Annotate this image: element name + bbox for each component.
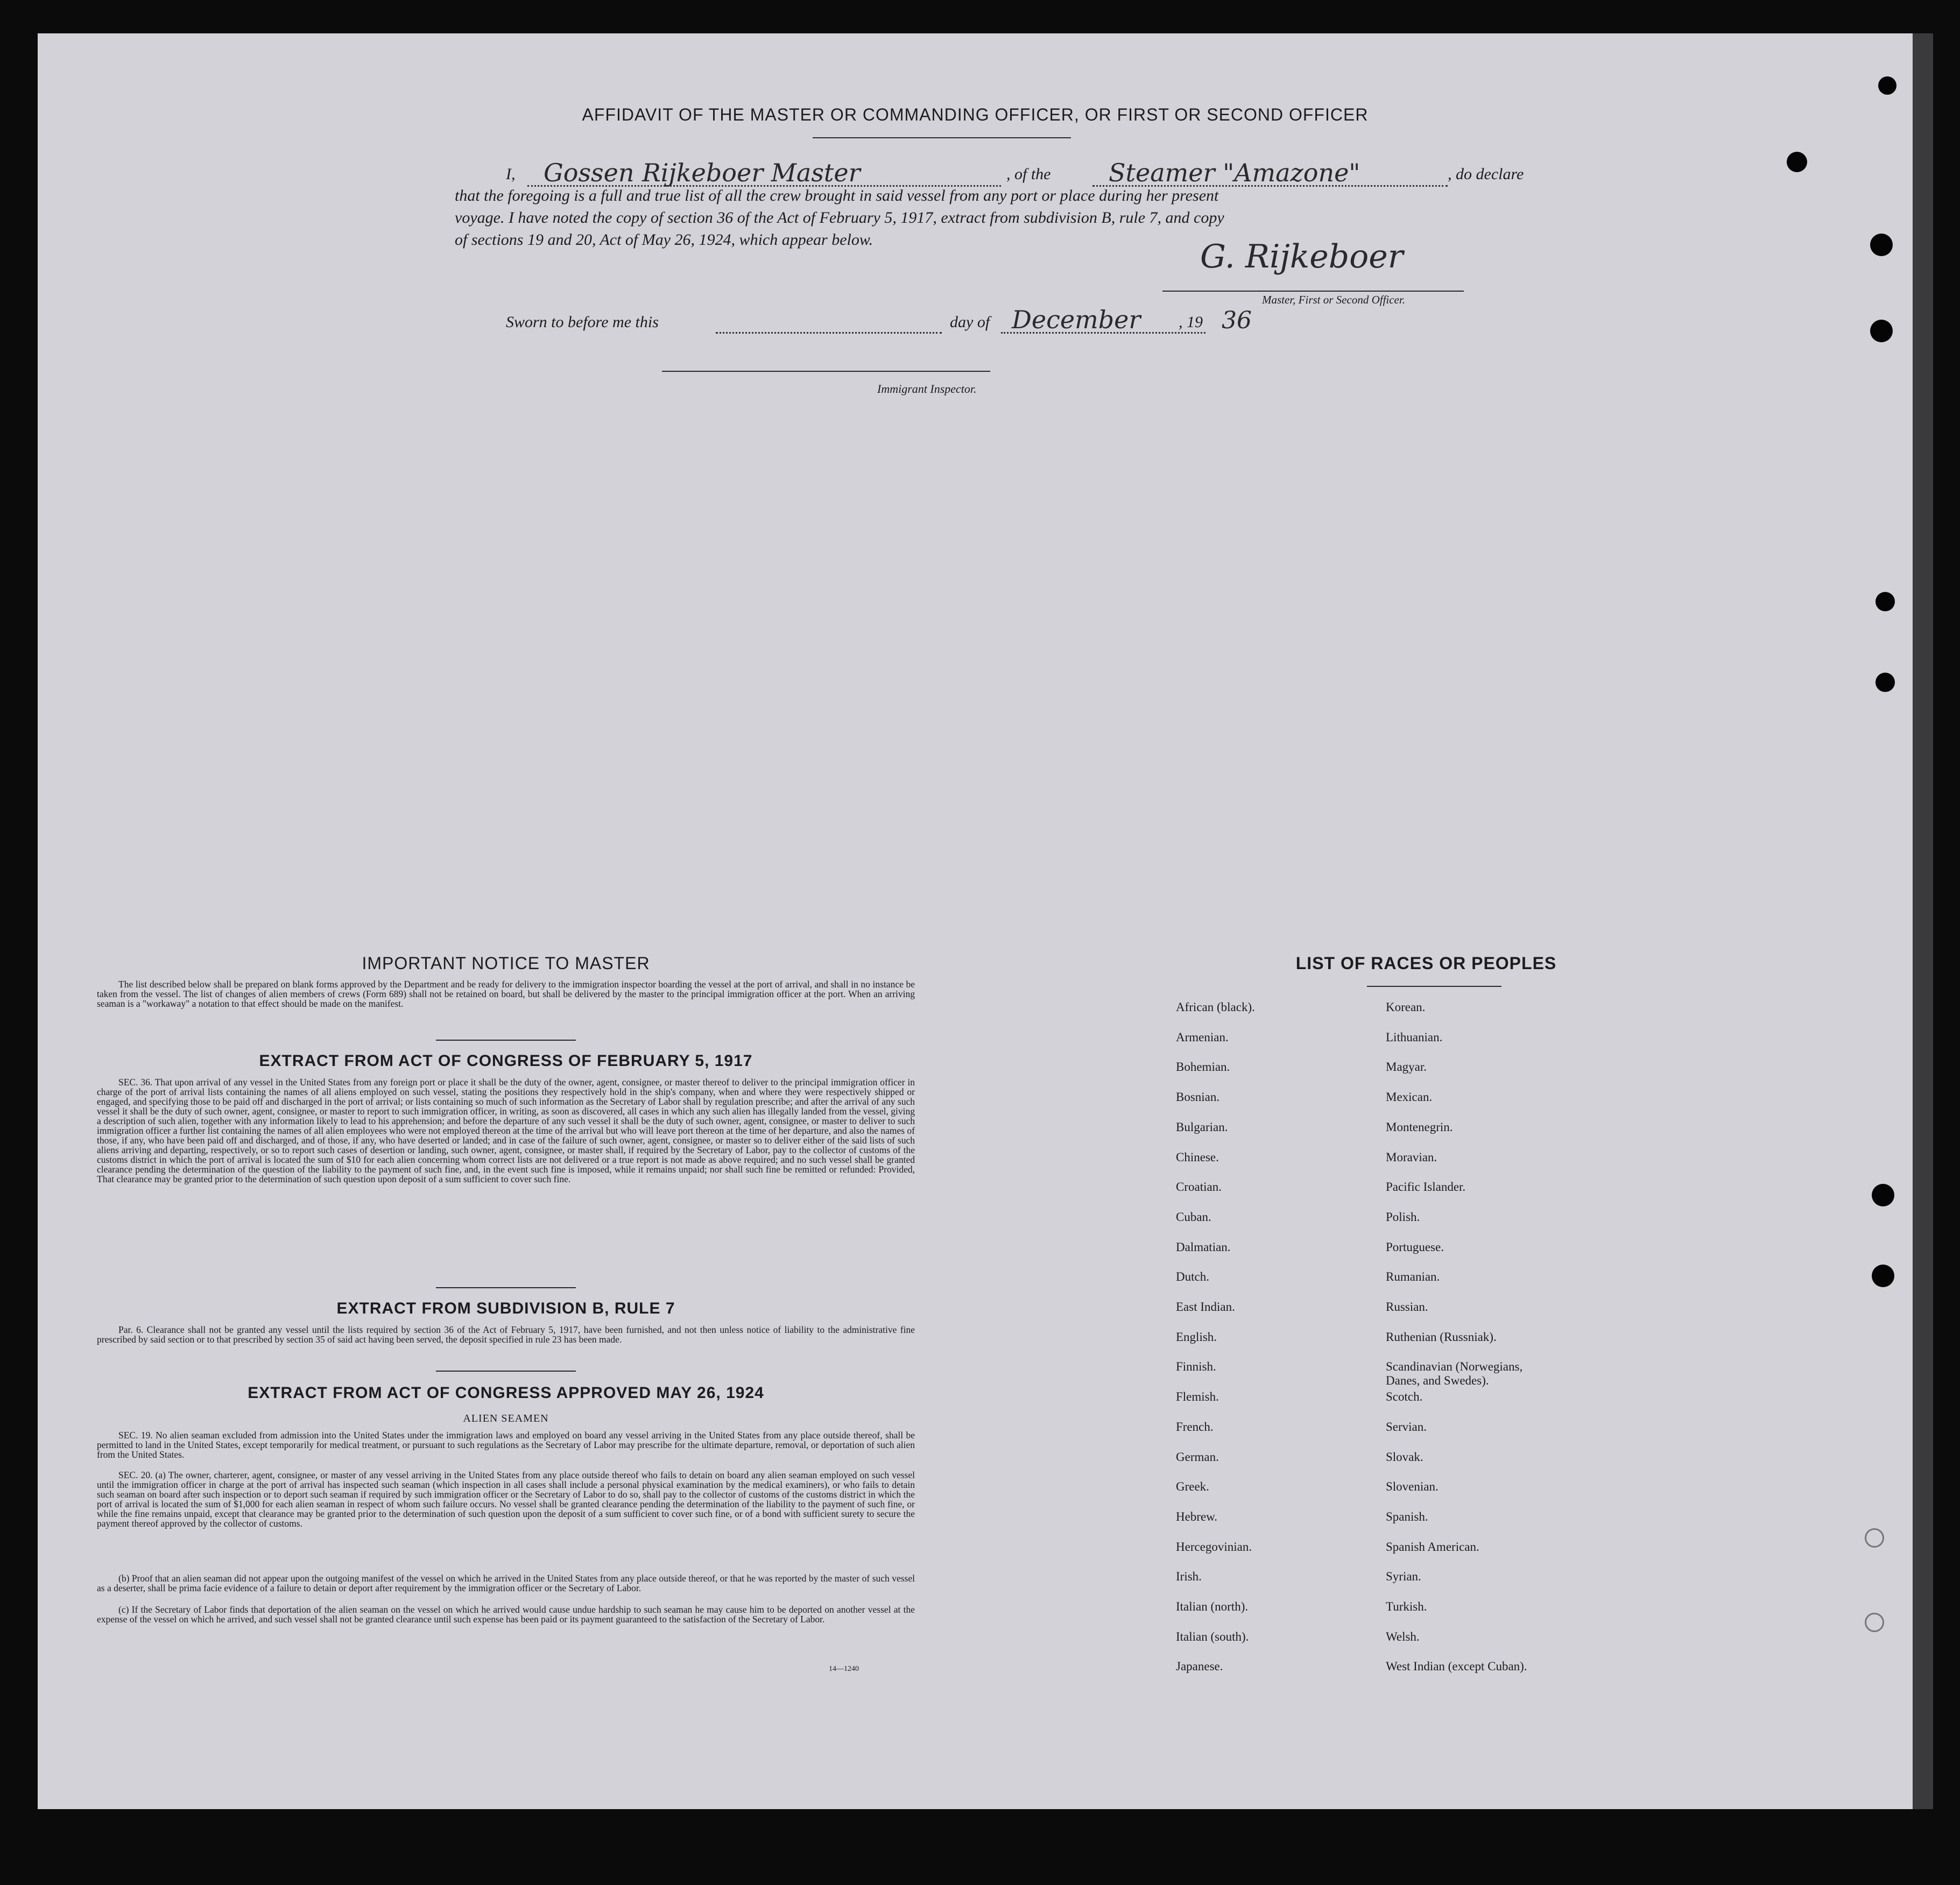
race-item: Polish.	[1386, 1210, 1420, 1224]
punch-hole	[1878, 76, 1896, 95]
race-item: Korean.	[1386, 1000, 1426, 1014]
declaration-of-the: , of the	[1006, 165, 1051, 183]
race-item: Slovak.	[1386, 1450, 1423, 1464]
race-item: Flemish.	[1176, 1390, 1219, 1404]
race-item: West Indian (except Cuban).	[1386, 1660, 1527, 1674]
race-item: Scotch.	[1386, 1390, 1423, 1404]
race-item: Hebrew.	[1176, 1509, 1218, 1523]
signature-caption: Master, First or Second Officer.	[1262, 293, 1405, 306]
race-item: Rumanian.	[1386, 1270, 1440, 1284]
race-item: Japanese.	[1176, 1660, 1223, 1674]
punch-hole	[1872, 1265, 1894, 1287]
race-item: Armenian.	[1176, 1030, 1229, 1044]
inspector-caption: Immigrant Inspector.	[877, 382, 977, 396]
race-item: Lithuanian.	[1386, 1030, 1443, 1044]
signature-line	[1162, 291, 1464, 292]
race-item: Spanish.	[1386, 1509, 1428, 1523]
declaration-prefix: I,	[506, 165, 516, 183]
race-item: Servian.	[1386, 1420, 1427, 1434]
vessel-name-handwritten: Steamer "Amazone"	[1109, 158, 1360, 187]
declaration-line-4: of sections 19 and 20, Act of May 26, 1924, which appear below.	[455, 231, 873, 249]
race-item: Spanish American.	[1386, 1540, 1479, 1554]
race-item: Syrian.	[1386, 1570, 1421, 1584]
act-1924-sec19: SEC. 19. No alien seaman excluded from admission into the United States under the immigration laws and employed on board any vessel arriving in the United States from any place outside thereof, shall be permitted to land in the United States, except temporarily for medical treatment, or pursuant to such regulations as the Secretary of Labor may prescribe for the ultimate departure, removal, or deportation of such alien from the United States.	[97, 1430, 915, 1460]
master-name-handwritten: Gossen Rijkeboer Master	[544, 158, 861, 187]
sworn-day-line	[716, 332, 942, 334]
race-item: German.	[1176, 1450, 1219, 1464]
race-item: Moravian.	[1386, 1150, 1437, 1164]
sworn-prefix: Sworn to before me this	[506, 313, 659, 331]
race-item: Irish.	[1176, 1570, 1202, 1584]
punch-hole	[1876, 592, 1895, 611]
race-item: African (black).	[1176, 1000, 1255, 1014]
race-item: Chinese.	[1176, 1150, 1219, 1164]
act-1924-subtitle: ALIEN SEAMEN	[463, 1413, 549, 1424]
punch-hole	[1870, 320, 1893, 342]
races-divider	[1367, 986, 1501, 987]
race-item: East Indian.	[1176, 1300, 1235, 1314]
act-1924-sec20b: (b) Proof that an alien seaman did not appear upon the outgoing manifest of the vessel on which he arrived in the United States from any place outside thereof, or that he was reported by the master of such vessel as a deserter, shall be prima facie evidence of a failure to detain or deport after requirement by the immigration officer or the Secretary of Labor.	[97, 1573, 915, 1593]
race-item: Ruthenian (Russniak).	[1386, 1330, 1497, 1344]
race-item: English.	[1176, 1330, 1217, 1344]
declaration-do-declare: , do declare	[1448, 165, 1524, 183]
act-1917-divider	[436, 1287, 576, 1288]
punch-hole	[1876, 673, 1895, 692]
race-item: Cuban.	[1176, 1210, 1211, 1224]
notice-title: IMPORTANT NOTICE TO MASTER	[362, 954, 650, 973]
sworn-year-handwritten: 36	[1222, 307, 1252, 334]
race-item: Bulgarian.	[1176, 1120, 1228, 1134]
race-item: Bosnian.	[1176, 1090, 1220, 1104]
race-item: Welsh.	[1386, 1629, 1420, 1643]
declaration-line-2: that the foregoing is a full and true list of all the crew brought in said vessel from any port or place during her present	[455, 187, 1219, 204]
race-item: Croatian.	[1176, 1180, 1222, 1194]
faded-punch-hole	[1865, 1613, 1884, 1632]
punch-hole	[1872, 1184, 1894, 1206]
subdivision-divider	[436, 1371, 576, 1372]
race-item: Magyar.	[1386, 1060, 1427, 1074]
subdivision-title: EXTRACT FROM SUBDIVISION B, RULE 7	[336, 1300, 675, 1317]
race-item: Scandinavian (Norwegians, Danes, and Swedes).	[1386, 1360, 1523, 1388]
race-item: French.	[1176, 1420, 1214, 1434]
races-title: LIST OF RACES OR PEOPLES	[1295, 954, 1557, 973]
act-1917-text: SEC. 36. That upon arrival of any vessel in the United States from any foreign port or place it shall be the duty of the owner, agent, consignee, or master thereof to deliver to the principal immigration officer in charge of the port of arrival lists containing the names of all aliens employed on such vessel, stating the positions they respectively hold in the ship's company, when and where they were respectively shipped or engaged, and specifying those to be paid off and discharged in the port of arrival; or lists containing so much of such information as the Secretary of Labor shall by regulation prescribe; and after the arrival of any such vessel it shall be the duty of such owner, agent, consignee, or master to report to such immigration officer, in writing, as soon as discovered, all cases in which any such alien has illegally landed from the vessel, giving a description of such alien, together with any information likely to lead to his apprehension; and before the departure of any such vessel it shall be the duty of such owner, agent, consignee, or master to deliver to such immigration officer a further list containing the names of all alien employees who were not employed thereon at the time of the arrival but who will leave port thereon at the time of her departure, and also the names of those, if any, who have been paid off and discharged, and of those, if any, who have deserted or landed; and in case of the failure of such owner, agent, consignee, or master so to deliver either of the said lists of such aliens arriving and departing, respectively, or so to report such cases of desertion or landing, such owner, agent, consignee, or master shall, if required by the Secretary of Labor, pay to the collector of customs of the customs district in which the port of arrival is located the sum of $10 for each alien concerning whom correct lists are not delivered or a true report is not made as above required; and no such vessel shall be granted clearance pending the determination of the question of the liability to the payment of such fine, and, in the event such fine is imposed, while it remains unpaid; nor shall such fine be remitted or refunded: Provided, That clearance may be granted prior to the determination of such question upon deposit of a sum sufficient to cover such fine.	[97, 1077, 915, 1184]
race-item: Bohemian.	[1176, 1060, 1230, 1074]
race-item: Finnish.	[1176, 1360, 1216, 1374]
faded-punch-hole	[1865, 1528, 1884, 1548]
notice-divider	[436, 1040, 576, 1041]
title-divider	[813, 137, 1071, 138]
race-item: Pacific Islander.	[1386, 1180, 1466, 1194]
race-item: Portuguese.	[1386, 1240, 1444, 1254]
page-edge-shadow	[1913, 33, 1933, 1809]
form-number: 14—1240	[829, 1665, 859, 1673]
race-item: Dalmatian.	[1176, 1240, 1231, 1254]
punch-hole	[1787, 152, 1807, 172]
act-1924-sec20a: SEC. 20. (a) The owner, charterer, agent, consignee, or master of any vessel arriving in the United States from any place outside thereof who fails to detain on board any alien seaman employed on such vessel until the immigration officer in charge at the port of arrival has inspected such seaman (which inspection in all cases shall include a personal physical examination by the medical examiners), or who fails to detain such seaman on board after such inspection or to deport such seaman if required by such immigration officer or the Secretary of Labor to do so, shall pay to the collector of customs of the customs district in which the port of arrival is located the sum of $1,000 for each alien seaman in respect of whom such failure occurs. No vessel shall be granted clearance pending the determination of the liability to the payment of such fine, or while the fine remains unpaid, except that clearance may be granted prior to the determination of such question upon the deposit of a sum sufficient to cover such fine, or of a bond with sufficient surety to secure the payment thereof approved by the collector of customs.	[97, 1470, 915, 1529]
race-item: Hercegovinian.	[1176, 1540, 1252, 1554]
race-item: Dutch.	[1176, 1270, 1209, 1284]
sworn-day-of: day of	[950, 313, 990, 331]
punch-hole	[1870, 234, 1893, 256]
race-item: Montenegrin.	[1386, 1120, 1453, 1134]
race-item: Italian (north).	[1176, 1600, 1249, 1613]
race-item: Italian (south).	[1176, 1629, 1249, 1643]
master-signature: G. Rijkeboer	[1200, 238, 1404, 276]
document-page	[38, 33, 1913, 1809]
act-1917-title: EXTRACT FROM ACT OF CONGRESS OF FEBRUARY 5, 1917	[259, 1052, 753, 1070]
race-item: Mexican.	[1386, 1090, 1433, 1104]
affidavit-title: AFFIDAVIT OF THE MASTER OR COMMANDING OFFICER, OR FIRST OR SECOND OFFICER	[582, 105, 1369, 124]
race-item: Turkish.	[1386, 1600, 1427, 1613]
declaration-line-3: voyage. I have noted the copy of section 36 of the Act of February 5, 1917, extract from subdivision B, rule 7, and copy	[455, 209, 1224, 227]
subdivision-text: Par. 6. Clearance shall not be granted any vessel until the lists required by section 36 of the Act of February 5, 1917, have been furnished, and not then unless notice of liability to the administrative fine prescribed by said section or to that prescribed by section 35 of said act having been served, the deposit specified in rule 23 has been made.	[97, 1324, 915, 1345]
inspector-signature-line	[662, 371, 990, 372]
act-1924-title: EXTRACT FROM ACT OF CONGRESS APPROVED MAY 26, 1924	[248, 1384, 764, 1402]
sworn-month-handwritten: December	[1012, 305, 1141, 334]
notice-text: The list described below shall be prepared on blank forms approved by the Department and be ready for delivery to the immigration inspector boarding the vessel at the port of arrival, and shall in no instance be taken from the vessel. The list of changes of alien members of crews (Form 689) shall not be retained on board, but shall be delivered by the master to the principal immigration officer at the port. When an arriving seaman is a "workaway" a notation to that effect should be made on the manifest.	[97, 979, 915, 1009]
race-item: Slovenian.	[1386, 1480, 1439, 1494]
race-item: Greek.	[1176, 1480, 1209, 1494]
race-item: Russian.	[1386, 1300, 1428, 1314]
act-1924-sec20c: (c) If the Secretary of Labor finds that deportation of the alien seaman on the vessel on which he arrived would cause undue hardship to such seaman he may cause him to be deported on another vessel at the expense of the vessel on which he arrived, and such vessel shall not be granted clearance until such expense has been paid or its payment guaranteed to the satisfaction of the Secretary of Labor.	[97, 1604, 915, 1625]
sworn-year-prefix: , 19	[1179, 313, 1203, 331]
